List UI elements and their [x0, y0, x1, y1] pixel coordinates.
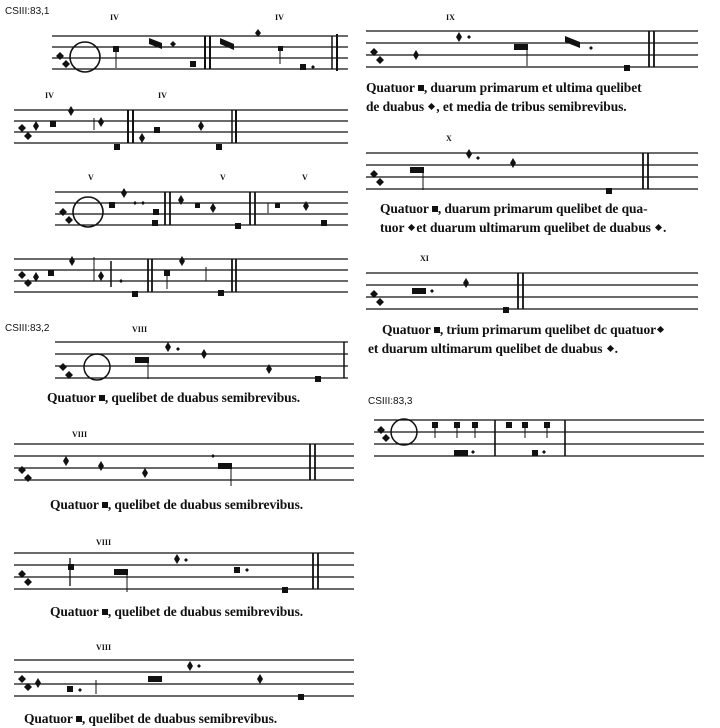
- caption-text: , quelibet de duabus semibrevibus.: [107, 497, 303, 512]
- diamond-note-icon: [408, 224, 415, 231]
- caption-viii-a: [47, 388, 300, 407]
- roman-viii-1: VIII: [132, 325, 148, 334]
- caption-word: Quatuor: [50, 604, 99, 619]
- caption-text: , et media de tribus semibrevibus.: [436, 99, 627, 114]
- roman-x: X: [446, 134, 452, 143]
- roman-ix: IX: [446, 13, 455, 22]
- staff-v-2: [14, 253, 348, 303]
- roman-viii-3: VIII: [96, 538, 112, 547]
- section-label-83-3: CSIII:83,3: [368, 396, 413, 407]
- diamond-note-icon: [657, 326, 664, 333]
- clef-icon: [56, 52, 70, 68]
- clef-icon: [18, 570, 32, 586]
- roman-v-2: V: [220, 173, 226, 182]
- clef-icon: [370, 290, 384, 306]
- staff-viii-1: [55, 339, 348, 387]
- staff-viii-4: [14, 657, 354, 707]
- caption-xi: [368, 320, 713, 358]
- caption-word: de duabus: [366, 99, 425, 114]
- staff-83-3: [374, 416, 704, 464]
- clef-icon: [18, 675, 32, 691]
- clef-icon: [377, 426, 390, 442]
- caption-x: [380, 199, 710, 237]
- clef-icon: [59, 208, 73, 224]
- roman-viii-4: VIII: [96, 643, 112, 652]
- caption-text: , trium primarum quelibet dc quatuor: [439, 322, 656, 337]
- staff-viii-2: [14, 440, 354, 492]
- caption-viii-d: [24, 709, 277, 728]
- caption-text: , quelibet de duabus semibrevibus.: [107, 604, 303, 619]
- caption-viii-b: [50, 495, 303, 514]
- caption-text: et duarum ultimarum quelibet de duabus: [368, 341, 603, 356]
- diamond-note-icon: [428, 103, 435, 110]
- mensuration-circle-icon: [84, 354, 110, 380]
- section-label-83-1: CSIII:83,1: [5, 6, 50, 17]
- staff-v-1: [55, 186, 348, 234]
- roman-iv-2: IV: [275, 13, 284, 22]
- caption-word: Quatuor: [382, 322, 431, 337]
- mensuration-circle-icon: [73, 197, 103, 227]
- roman-xi: XI: [420, 254, 429, 263]
- roman-viii-2: VIII: [72, 430, 88, 439]
- staff-x: [366, 150, 698, 198]
- caption-word: Quatuor: [47, 390, 96, 405]
- section-label-83-2: CSIII:83,2: [5, 323, 50, 334]
- staff-xi: [366, 270, 698, 318]
- caption-text: .: [663, 220, 667, 235]
- staff-iv-2: [14, 104, 348, 154]
- roman-v-1: V: [88, 173, 94, 182]
- caption-text: , quelibet de duabus semibrevibus.: [104, 390, 300, 405]
- roman-v-3: V: [302, 173, 308, 182]
- diamond-note-icon: [655, 224, 662, 231]
- caption-word: Quatuor: [366, 80, 415, 95]
- staff-viii-3: [14, 550, 354, 600]
- roman-iv-1: IV: [110, 13, 119, 22]
- caption-text: et duarum ultimarum quelibet de duabus: [416, 220, 651, 235]
- caption-word: Quatuor: [380, 201, 429, 216]
- diamond-note-icon: [607, 345, 614, 352]
- staff-ix: [366, 28, 698, 76]
- clef-icon: [370, 170, 384, 186]
- caption-text: , quelibet de duabus semibrevibus.: [81, 711, 277, 726]
- caption-word: tuor: [380, 220, 405, 235]
- caption-text: .: [614, 341, 618, 356]
- clef-icon: [59, 363, 73, 379]
- caption-viii-c: [50, 602, 303, 621]
- caption-word: Quatuor: [24, 711, 73, 726]
- staff-iv-1: [52, 30, 348, 76]
- caption-text: , duarum primarum et ultima quelibet: [423, 80, 642, 95]
- caption-ix: [366, 78, 706, 116]
- roman-iv-3: IV: [45, 91, 54, 100]
- clef-icon: [18, 271, 32, 287]
- clef-icon: [370, 48, 384, 64]
- caption-word: Quatuor: [50, 497, 99, 512]
- caption-text: , duarum primarum quelibet de qua-: [437, 201, 648, 216]
- roman-iv-4: IV: [158, 91, 167, 100]
